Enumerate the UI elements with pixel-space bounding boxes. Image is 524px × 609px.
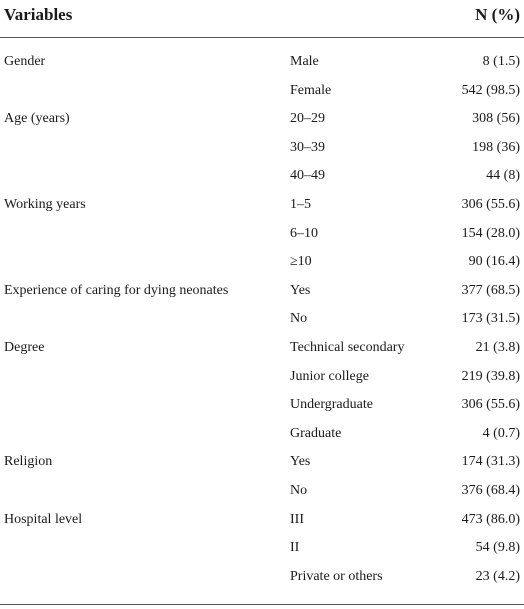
variable-cell: Degree xyxy=(4,339,45,355)
table-row xyxy=(0,537,524,566)
value-cell: 8 (1.5) xyxy=(482,54,520,69)
column-header-variables: Variables xyxy=(4,5,73,24)
table-row xyxy=(0,251,524,280)
category-cell: Yes xyxy=(290,282,311,298)
bottom-rule xyxy=(0,604,524,605)
table-row xyxy=(0,108,524,137)
value-cell: 90 (16.4) xyxy=(468,254,520,270)
table-row xyxy=(0,51,524,80)
table-row xyxy=(0,280,524,309)
category-cell: Private or others xyxy=(290,568,383,584)
variable-cell: Working years xyxy=(4,196,86,212)
variable-cell: Hospital level xyxy=(4,511,83,527)
value-cell: 542 (98.5) xyxy=(461,82,520,98)
table-row xyxy=(0,451,524,480)
category-cell: III xyxy=(290,511,304,527)
table-row xyxy=(0,366,524,395)
variable-cell: Gender xyxy=(4,54,46,69)
category-cell: ≥10 xyxy=(290,254,312,270)
category-cell: 20–29 xyxy=(290,111,325,127)
table-row xyxy=(0,394,524,423)
category-cell: 40–49 xyxy=(290,168,325,184)
table-row xyxy=(0,80,524,109)
category-cell: Male xyxy=(290,54,319,69)
value-cell: 4 (0.7) xyxy=(482,425,520,441)
value-cell: 376 (68.4) xyxy=(461,482,520,498)
value-cell: 306 (55.6) xyxy=(461,397,520,413)
category-cell: II xyxy=(290,540,300,556)
value-cell: 473 (86.0) xyxy=(461,511,520,527)
value-cell: 54 (9.8) xyxy=(475,540,520,556)
value-cell: 154 (28.0) xyxy=(461,225,520,241)
variable-cell: Age (years) xyxy=(4,111,70,127)
category-cell: Junior college xyxy=(290,368,369,384)
value-cell: 173 (31.5) xyxy=(461,311,520,327)
table-body xyxy=(0,51,524,594)
variable-cell: Experience of caring for dying neonates xyxy=(4,282,229,298)
table-row xyxy=(0,337,524,366)
category-cell: 30–39 xyxy=(290,139,325,155)
category-cell: Female xyxy=(290,82,332,98)
table-row xyxy=(0,423,524,452)
column-header-n-percent: N (%) xyxy=(475,5,520,24)
category-cell: No xyxy=(290,482,308,498)
value-cell: 44 (8) xyxy=(486,168,520,184)
category-cell: Undergraduate xyxy=(290,397,373,413)
table-row xyxy=(0,223,524,252)
category-cell: Technical secondary xyxy=(290,339,405,355)
value-cell: 23 (4.2) xyxy=(475,568,520,584)
category-cell: Graduate xyxy=(290,425,342,441)
variable-cell: Religion xyxy=(4,454,53,470)
table-row xyxy=(0,509,524,538)
table-row xyxy=(0,566,524,595)
table-row xyxy=(0,480,524,509)
value-cell: 219 (39.8) xyxy=(461,368,520,384)
table-header xyxy=(0,0,524,38)
value-cell: 308 (56) xyxy=(472,111,520,127)
category-cell: Yes xyxy=(290,454,311,470)
category-cell: 6–10 xyxy=(290,225,318,241)
value-cell: 306 (55.6) xyxy=(461,196,520,212)
value-cell: 21 (3.8) xyxy=(475,339,520,355)
category-cell: 1–5 xyxy=(290,196,311,212)
table-row xyxy=(0,308,524,337)
category-cell: No xyxy=(290,311,308,327)
value-cell: 174 (31.3) xyxy=(461,454,520,470)
table-row xyxy=(0,137,524,166)
value-cell: 198 (36) xyxy=(472,139,520,155)
value-cell: 377 (68.5) xyxy=(461,282,520,298)
table-row xyxy=(0,165,524,194)
table-row xyxy=(0,194,524,223)
